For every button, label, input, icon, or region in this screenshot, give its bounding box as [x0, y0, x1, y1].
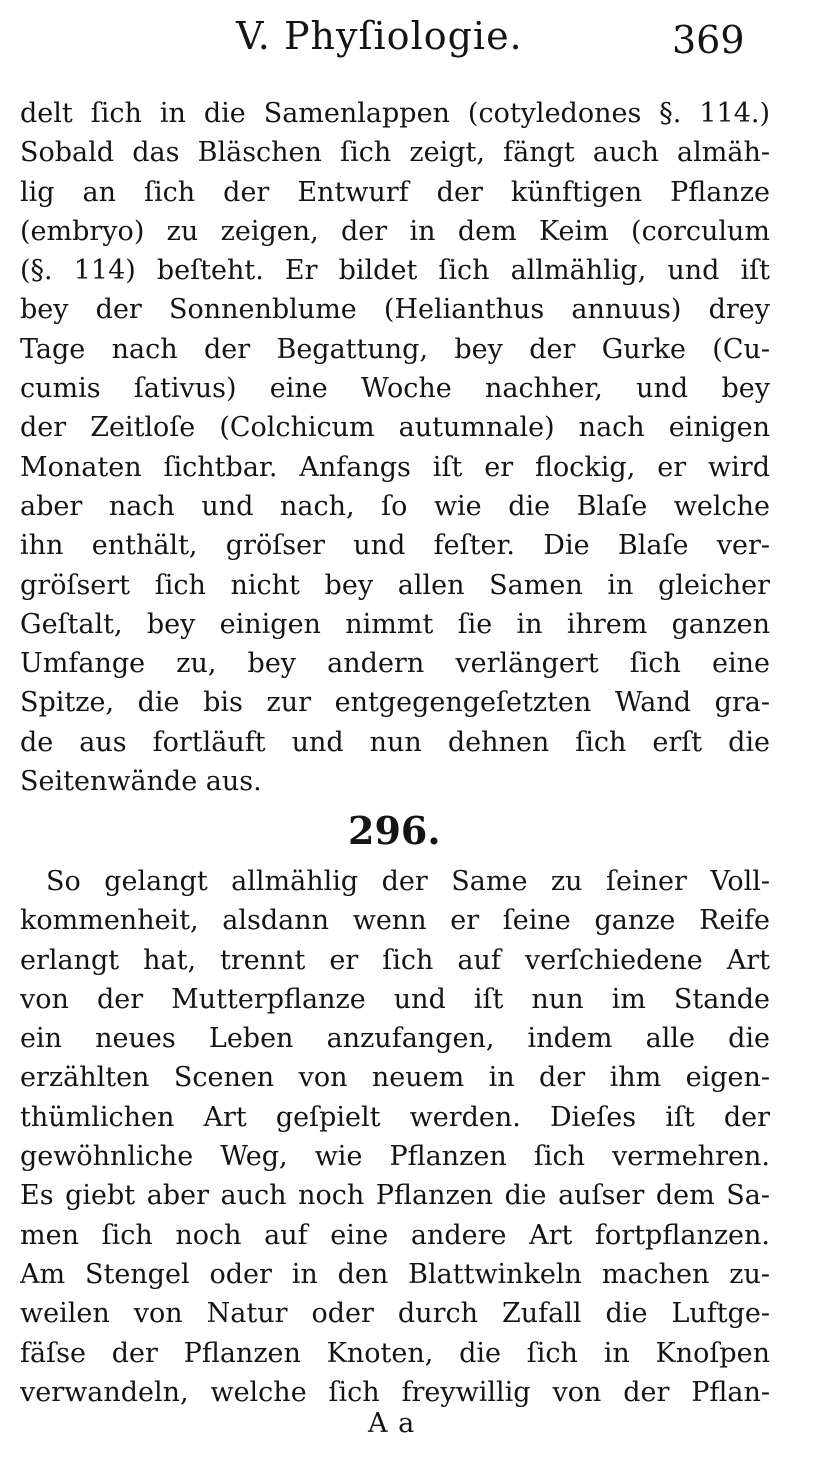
text-line: (§. 114) beſteht. Er bildet ſich allmählig, und iſt	[20, 255, 770, 287]
text-line: verwandeln, welche ſich freywillig von der Pflan-	[20, 1376, 770, 1408]
text-line: (embryo) zu zeigen, der in dem Keim (corculum	[20, 215, 770, 247]
text-line: Sobald das Bläschen ſich zeigt, fängt auch almäh-	[20, 137, 770, 169]
text-line: Tage nach der Begattung, bey der Gurke (Cu-	[20, 333, 770, 365]
text-line: Monaten ſichtbar. Anfangs iſt er flockig, er wird	[20, 451, 770, 483]
page-header	[0, 14, 830, 74]
text-line: thümlichen Art geſpielt werden. Dieſes iſt der	[20, 1101, 770, 1133]
text-line: Seitenwände aus.	[20, 766, 262, 798]
text-line: erzählten Scenen von neuem in der ihm eigen-	[20, 1062, 770, 1094]
paragraph-2	[20, 862, 770, 1412]
text-line: ihn enthält, gröſser und feſter. Die Blaſe ver-	[20, 530, 770, 562]
text-line: Umfange zu, bey andern verlängert ſich eine	[20, 648, 770, 680]
paragraph-1	[20, 94, 770, 801]
text-line: So gelangt allmählig der Same zu ſeiner Voll-	[46, 866, 770, 897]
text-line: Es giebt aber auch noch Pflanzen die auſser dem Sa-	[20, 1180, 770, 1212]
text-line: Spitze, die bis zur entgegengeſetzten Wand gra-	[20, 687, 770, 719]
text-line: weilen von Natur oder durch Zufall die Luftge-	[20, 1298, 770, 1330]
text-line: ein neues Leben anzufangen, indem alle die	[20, 1023, 770, 1055]
text-line: kommenheit, alsdann wenn er ſeine ganze Reife	[20, 905, 770, 937]
text-line: delt ſich in die Samenlappen (cotyledones §. 114.)	[20, 98, 770, 129]
text-line: gewöhnliche Weg, wie Pflanzen ſich vermehren.	[20, 1141, 770, 1173]
text-line: gröſsert ſich nicht bey allen Samen in gleicher	[20, 569, 770, 601]
text-line: von der Mutterpflanze und iſt nun im Stande	[20, 983, 770, 1015]
text-line: lig an ſich der Entwurf der künftigen Pflanze	[20, 176, 770, 208]
section-number: 296.	[348, 808, 441, 853]
text-line: Geſtalt, bey einigen nimmt ſie in ihrem ganzen	[20, 608, 770, 640]
running-head: V. Phyſiologie.	[236, 14, 523, 58]
text-line: aber nach und nach, ſo wie die Blaſe welche	[20, 490, 770, 522]
text-line: men ſich noch auf eine andere Art fortpflanzen.	[20, 1219, 770, 1251]
text-line: bey der Sonnenblume (Helianthus annuus) drey	[20, 294, 770, 326]
text-line: cumis ſativus) eine Woche nachher, und bey	[20, 373, 770, 405]
text-line: fäſse der Pflanzen Knoten, die ſich in Knoſpen	[20, 1337, 770, 1369]
text-line: der Zeitloſe (Colchicum autumnale) nach einigen	[20, 412, 770, 444]
text-line: de aus fortläuft und nun dehnen ſich erſt die	[20, 726, 770, 758]
page-number: 369	[672, 18, 745, 62]
text-line: erlangt hat, trennt er ſich auf verſchiedene Art	[20, 944, 770, 976]
text-line: Am Stengel oder in den Blattwinkeln machen zu-	[20, 1258, 770, 1290]
printer-signature: A a	[368, 1408, 416, 1439]
